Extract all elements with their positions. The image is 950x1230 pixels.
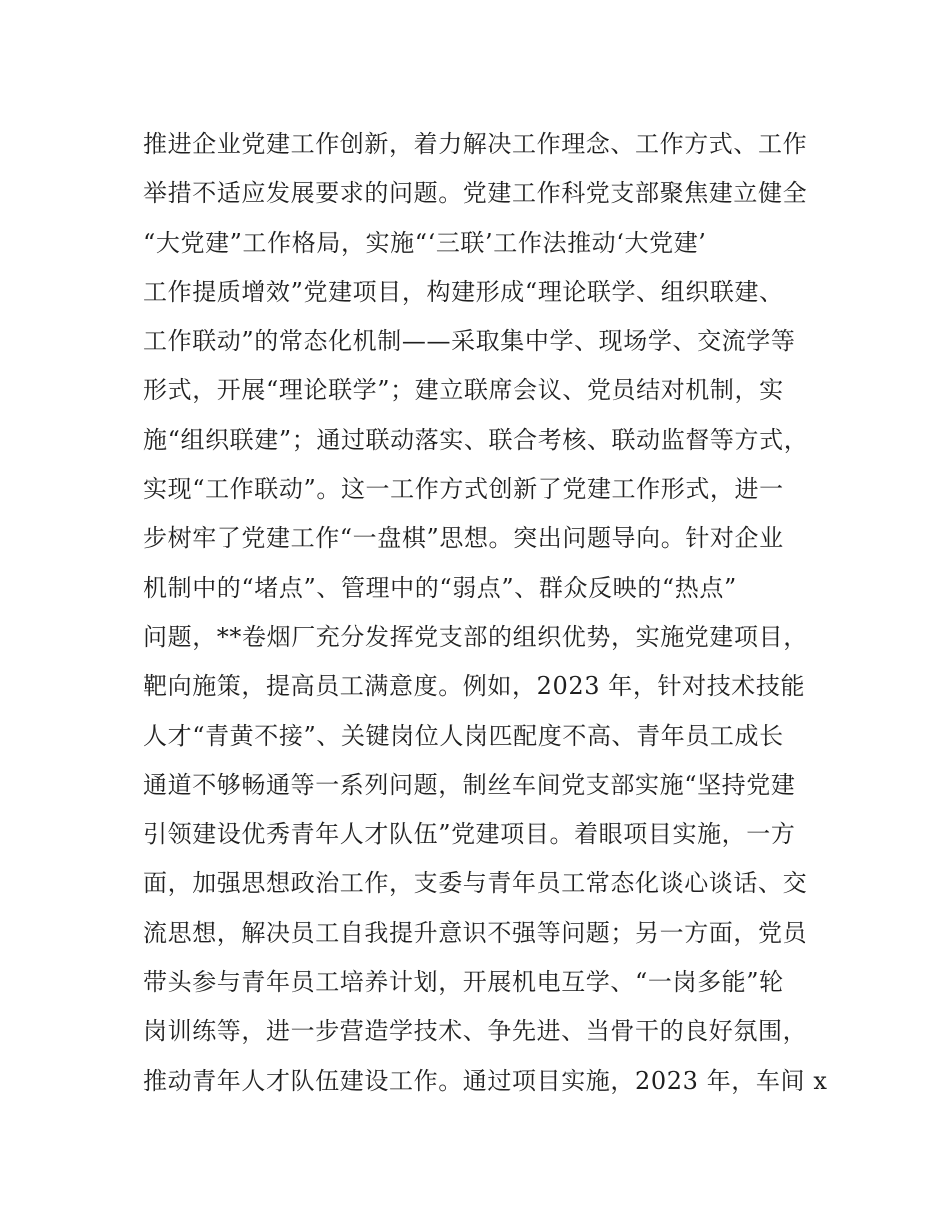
- text-line: 面，加强思想政治工作，支委与青年员工常态化谈心谈话、交: [143, 869, 808, 898]
- text-line: 实现“工作联动”。这一工作方式创新了党建工作形式，进一: [143, 475, 784, 504]
- text-line: 引领建设优秀青年人才队伍”党建项目。着眼项目实施，一方: [143, 820, 796, 849]
- text-line: “大党建”工作格局，实施“‘三联’工作法推动‘大党建’: [143, 228, 707, 257]
- text-line: 举措不适应发展要求的问题。党建工作科党支部聚焦建立健全: [143, 179, 808, 208]
- text-line: 问题，**卷烟厂充分发挥党支部的组织优势，实施党建项目，: [143, 622, 808, 651]
- body-paragraph: [143, 124, 843, 1110]
- text-line: 推进企业党建工作创新，着力解决工作理念、工作方式、工作: [143, 130, 808, 158]
- text-line: 工作联动”的常态化机制——采取集中学、现场学、交流学等: [143, 327, 796, 356]
- text-line: 工作提质增效”党建项目，构建形成“理论联学、组织联建、: [143, 277, 784, 306]
- text-line: 施“组织联建”；通过联动落实、联合考核、联动监督等方式，: [143, 425, 809, 454]
- text-line: 推动青年人才队伍建设工作。通过项目实施，2023 年，车间 x: [143, 1066, 828, 1095]
- text-line: 岗训练等，进一步营造学技术、争先进、当骨干的良好氛围，: [143, 1017, 808, 1046]
- text-line: 形式，开展“理论联学”；建立联席会议、党员结对机制，实: [143, 376, 784, 405]
- text-line: 步树牢了党建工作“一盘棋”思想。突出问题导向。针对企业: [143, 524, 784, 553]
- text-line: 人才“青黄不接”、关键岗位人岗匹配度不高、青年员工成长: [143, 721, 784, 750]
- text-line: 靶向施策，提高员工满意度。例如，2023 年，针对技术技能: [143, 672, 806, 701]
- text-line: 带头参与青年员工培养计划，开展机电互学、“一岗多能”轮: [143, 968, 784, 997]
- text-line: 通道不够畅通等一系列问题，制丝车间党支部实施“坚持党建: [143, 770, 796, 799]
- text-line: 机制中的“堵点”、管理中的“弱点”、群众反映的“热点”: [143, 573, 737, 602]
- text-line: 流思想，解决员工自我提升意识不强等问题；另一方面，党员: [143, 918, 808, 947]
